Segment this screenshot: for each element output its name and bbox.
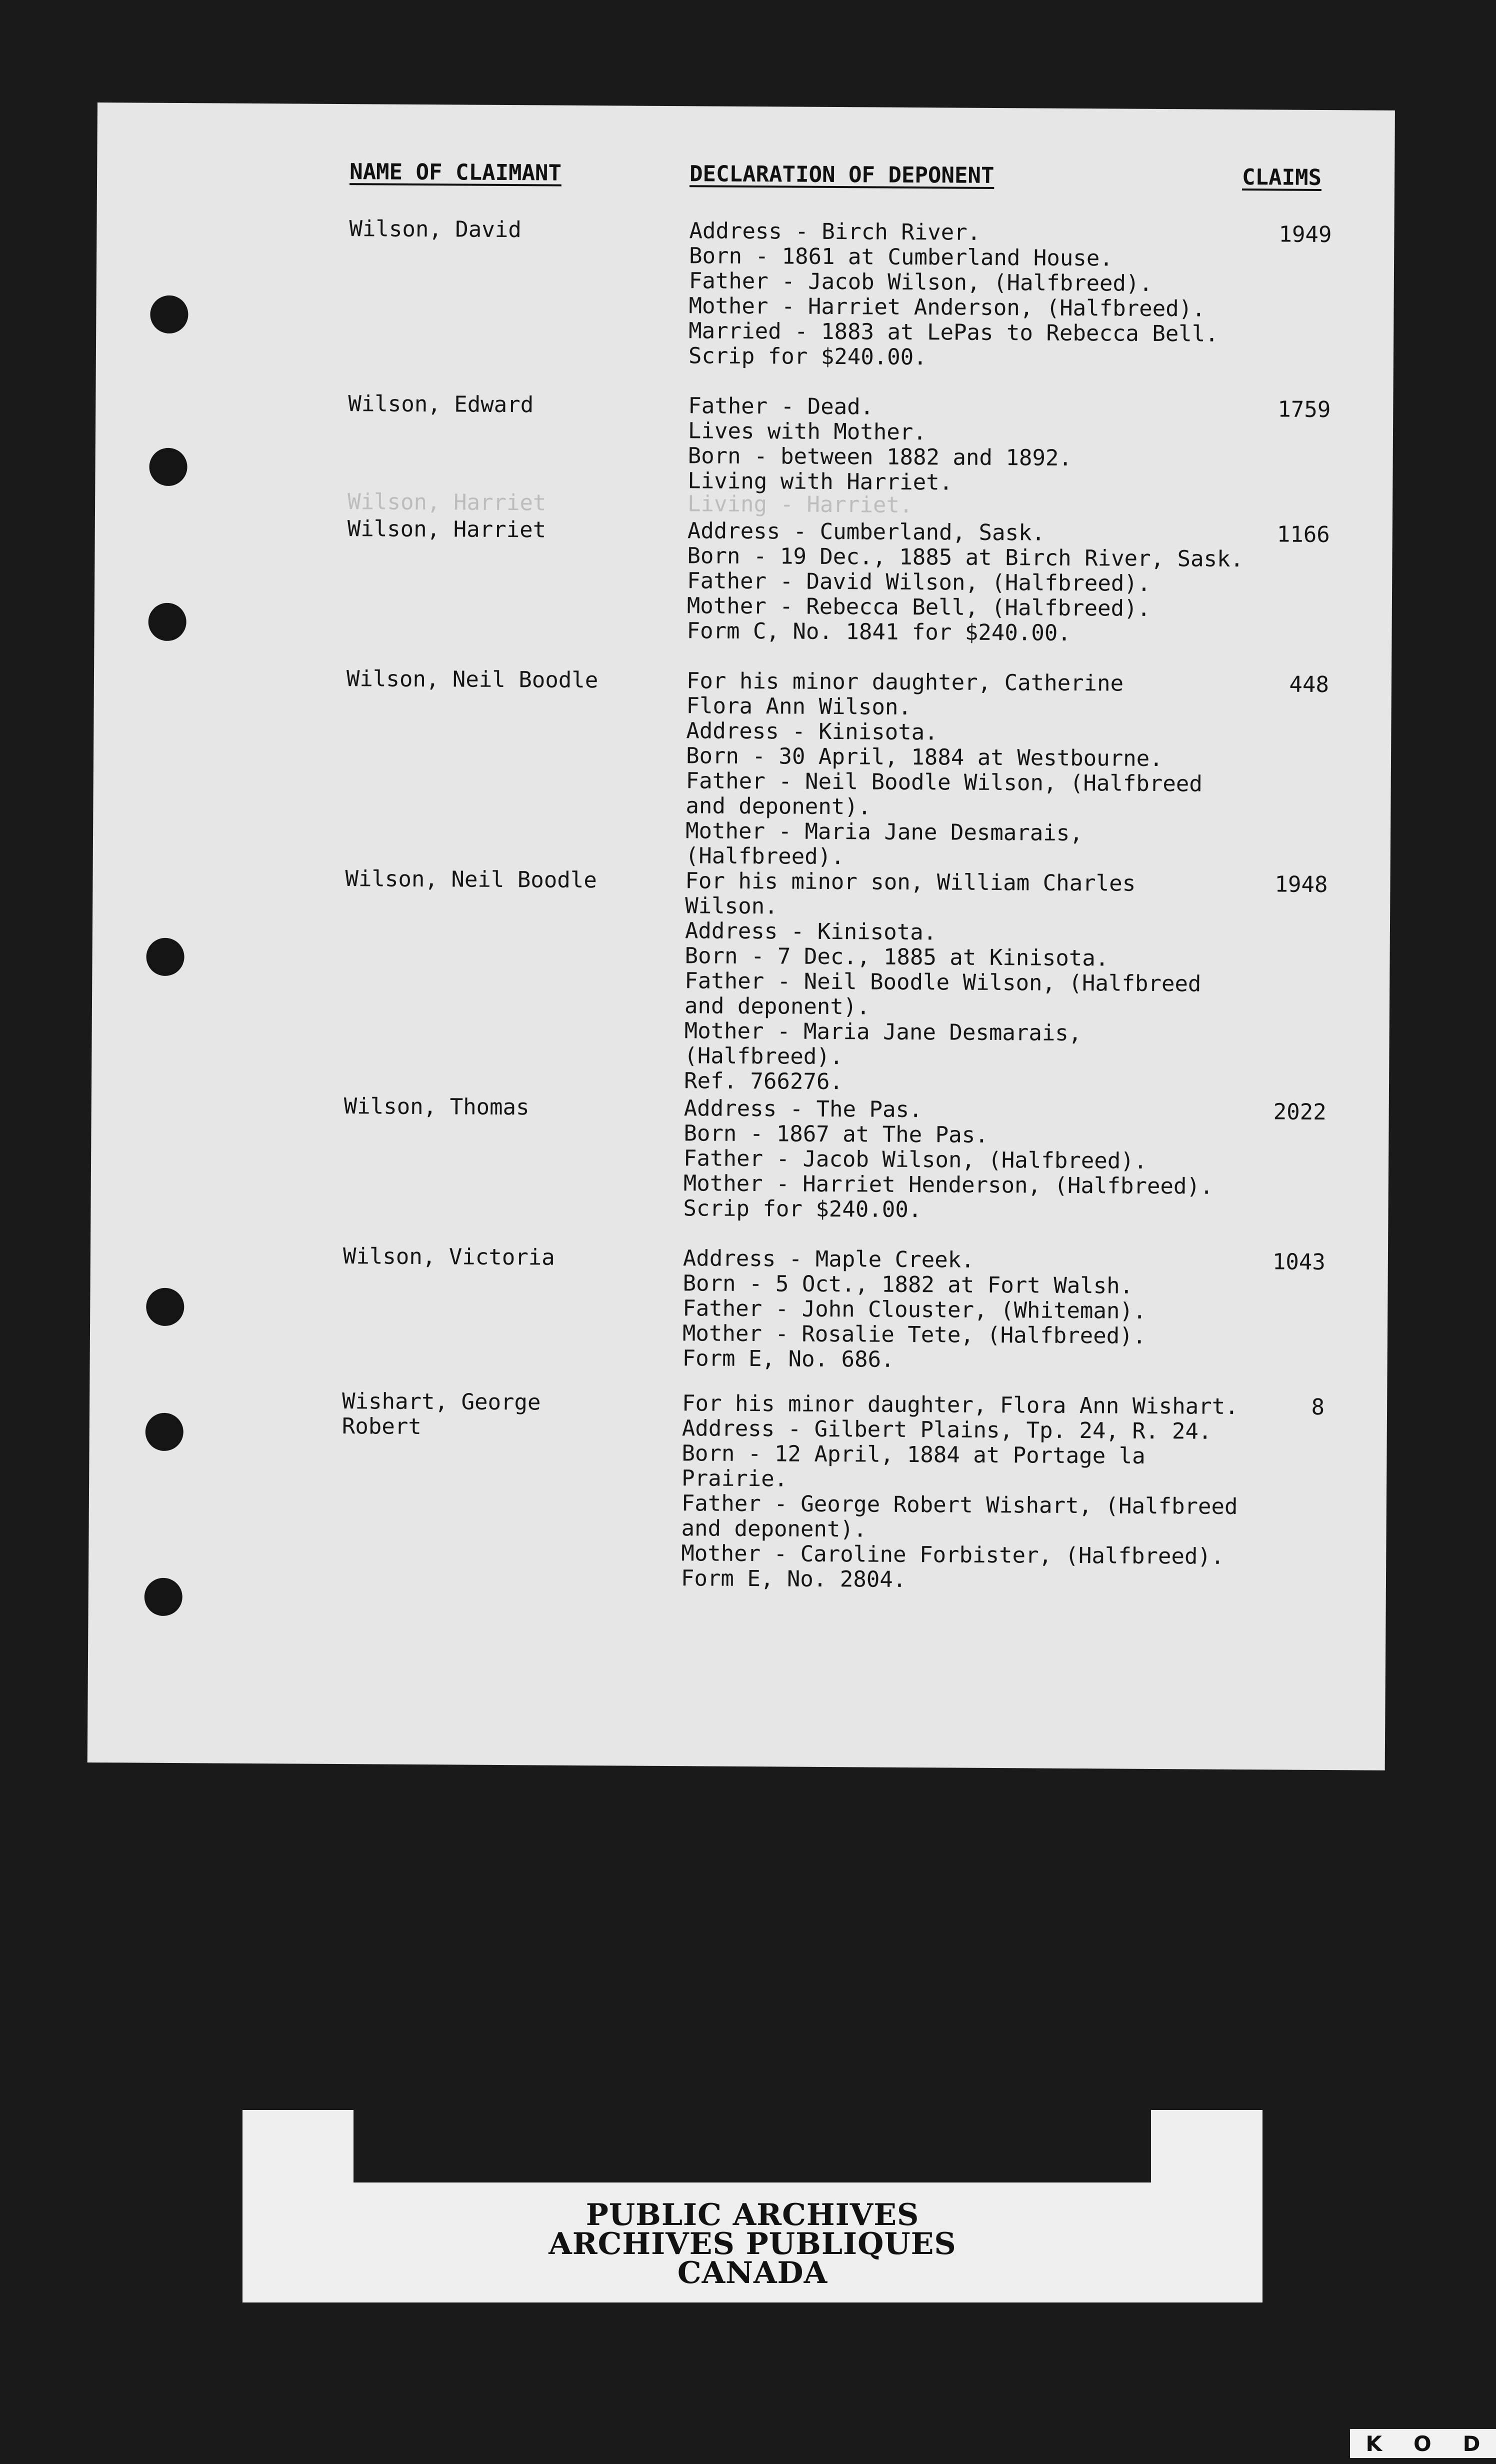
entry-row bbox=[94, 665, 1392, 870]
entry-row bbox=[90, 1388, 1387, 1592]
claim-number: 1166 bbox=[1276, 522, 1330, 548]
punch-hole bbox=[148, 603, 186, 641]
punch-hole bbox=[146, 1288, 184, 1326]
claim-number: 1759 bbox=[1278, 396, 1331, 423]
declaration-text: Address - Cumberland, Sask. Born - 19 Dec., 1885 at Birch River, Sask. Father - David Wilson, (Halfbreed). Mother - Rebecca Bell, (Halfbreed). Form C, No. 1841 for $240.00. bbox=[686, 518, 1244, 646]
code-letter: D bbox=[1462, 2431, 1480, 2456]
claim-number: 2022 bbox=[1273, 1099, 1326, 1126]
entry-row bbox=[97, 215, 1394, 370]
declaration-text: Address - Birch River. Born - 1861 at Cumberland House. Father - Jacob Wilson, (Halfbreed). Mother - Harriet Anderson, (Halfbreed). Married - 1883 at LePas to Rebecca Bell. Scrip for $240.00. bbox=[688, 218, 1218, 370]
declaration-text: For his minor daughter, Catherine Flora Ann Wilson. Address - Kinisota. Born - 30 April, 1884 at Westbourne. Father - Neil Boodle Wilson, (Halfbreed and deponent). Mother - Maria Jane Desmarais, (Halfbreed). bbox=[685, 668, 1202, 870]
claimant-name: Wilson, Neil Boodle bbox=[346, 666, 598, 694]
punch-hole bbox=[144, 1578, 182, 1616]
erased-name: Wilson, Harriet bbox=[347, 489, 546, 516]
declaration-text: For his minor daughter, Flora Ann Wishart. Address - Gilbert Plains, Tp. 24, R. 24. Born - 12 April, 1884 at Portage la Prairie. Father - George Robert Wishart, (Halfbreed and deponent). Mother - Caroline Forbister, (Halfbreed). Form E, No. 2804. bbox=[680, 1390, 1238, 1592]
claim-number: 448 bbox=[1289, 672, 1330, 698]
claimant-name: Wilson, Harriet bbox=[347, 516, 546, 543]
claimant-name: Wilson, David bbox=[349, 216, 522, 243]
claimant-name: Wilson, Edward bbox=[348, 391, 534, 418]
archive-label bbox=[242, 2110, 1262, 2302]
document-page bbox=[88, 102, 1395, 1770]
claim-number: 1949 bbox=[1278, 222, 1332, 248]
punch-hole bbox=[146, 1413, 184, 1451]
declaration-text: For his minor son, William Charles Wilson. Address - Kinisota. Born - 7 Dec., 1885 at Kinisota. Father - Neil Boodle Wilson, (Halfbreed and deponent). Mother - Maria Jane Desmarais, (Halfbreed). Ref. 766276. bbox=[684, 868, 1202, 1095]
claim-number: 8 bbox=[1311, 1394, 1325, 1420]
claimant-name: Wilson, Neil Boodle bbox=[345, 866, 597, 894]
claimant-name: Wishart, George Robert bbox=[342, 1388, 541, 1440]
label-notch bbox=[354, 2110, 1151, 2182]
punch-hole bbox=[150, 296, 188, 334]
declaration-text: Address - The Pas. Born - 1867 at The Pas. Father - Jacob Wilson, (Halfbreed). Mother - Harriet Henderson, (Halfbreed). Scrip for $240.00. bbox=[683, 1096, 1214, 1223]
entry-row bbox=[96, 390, 1393, 496]
declaration-text: Father - Dead. Lives with Mother. Born - between 1882 and 1892. Living with Harriet. bbox=[688, 393, 1072, 496]
declaration-text: Address - Maple Creek. Born - 5 Oct., 1882 at Fort Walsh. Father - John Clouster, (Whiteman). Mother - Rosalie Tete, (Halfbreed). Form E, No. 686. bbox=[682, 1246, 1146, 1372]
frame-code bbox=[1350, 2429, 1496, 2458]
claimant-name: Wilson, Thomas bbox=[344, 1094, 530, 1120]
entry-row bbox=[90, 1242, 1388, 1372]
header-claims: CLAIMS bbox=[1242, 164, 1322, 190]
punch-hole bbox=[146, 938, 184, 976]
erased-text: Living - Harriet. bbox=[687, 491, 913, 518]
archive-line-3: CANADA bbox=[677, 2256, 828, 2290]
code-letter: K bbox=[1366, 2431, 1382, 2456]
claim-number: 1948 bbox=[1274, 872, 1328, 898]
archive-line-2: ARCHIVES PUBLIQUES bbox=[548, 2226, 956, 2262]
header-declaration: DECLARATION OF DEPONENT bbox=[689, 161, 994, 188]
code-letter: O bbox=[1413, 2431, 1432, 2456]
punch-hole bbox=[149, 448, 187, 486]
claimant-name: Wilson, Victoria bbox=[342, 1244, 555, 1270]
archive-line-1: PUBLIC ARCHIVES bbox=[586, 2198, 920, 2232]
claim-number: 1043 bbox=[1272, 1249, 1326, 1276]
header-claimant: NAME OF CLAIMANT bbox=[350, 159, 562, 186]
